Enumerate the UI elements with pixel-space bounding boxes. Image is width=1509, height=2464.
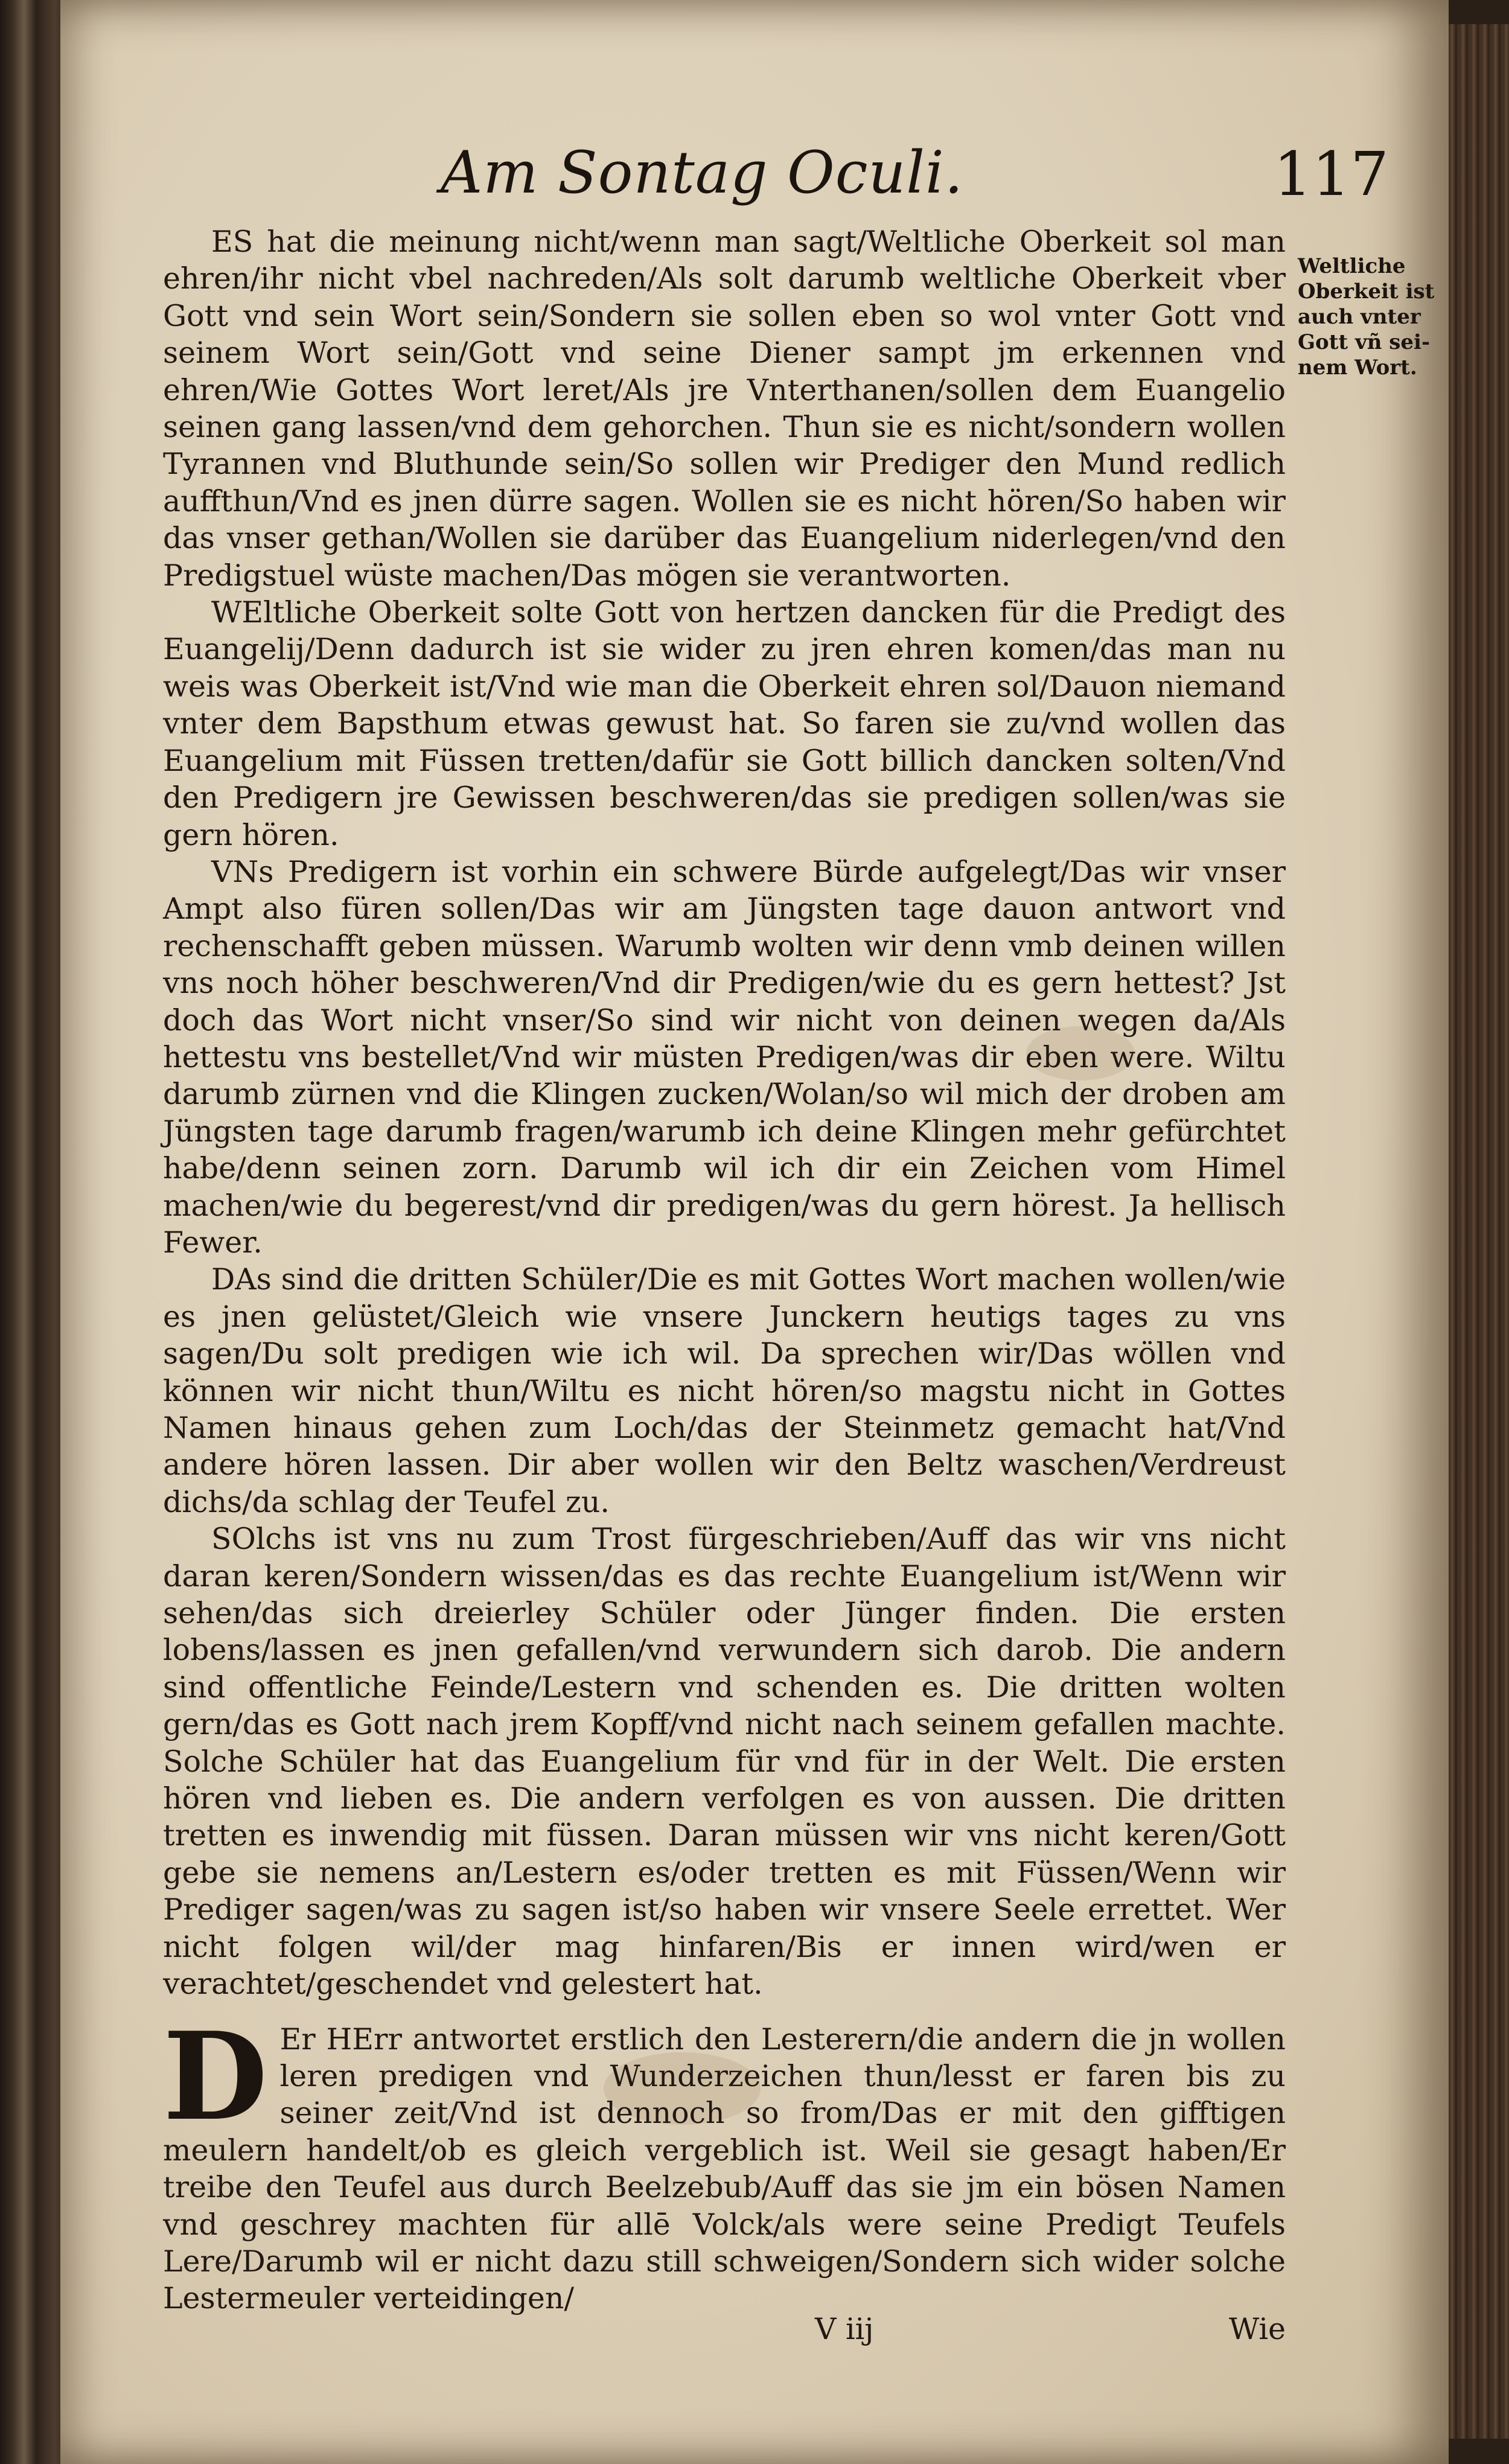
running-title: Am Sontag Oculi. <box>441 139 964 206</box>
final-paragraph <box>163 2005 1286 2317</box>
book-page <box>60 0 1449 2464</box>
paragraph: WEltliche Oberkeit solte Gott von hertzen dancken für die Predigt des Euangelij/Denn dadurch ist sie wider zu jren ehren komen/das man nu weis was Oberkeit ist/Vnd wie man die Oberkeit ehren sol/Dauon niemand vnter dem Bapsthum etwas gewust hat. So faren sie zu/vnd wollen das Euangelium mit Füssen tretten/dafür sie Gott billich dancken solten/Vnd den Predigern jre Gewissen beschweren/das sie predigen sollen/was sie gern hören. <box>163 595 1286 852</box>
drop-cap-initial: D <box>163 2005 268 2148</box>
catchword: Wie <box>1228 2312 1286 2346</box>
page-footer <box>163 2312 1286 2354</box>
signature-mark: V iij <box>815 2312 874 2346</box>
paragraph: DAs sind die dritten Schüler/Die es mit Gottes Wort machen wollen/wie es jnen gelüstet/Gleich wie vnsere Junckern heutigs tages zu vns sagen/Du solt predigen wie ich wil. Da sprechen wir/Das wöllen vnd können wir nicht thun/Wiltu es nicht hören/so magstu nicht in Gottes Namen hinaus gehen zum Loch/das der Steinmetz gemacht hat/Vnd andere hören lassen. Dir aber wollen wir den Beltz waschen/Verdreust dichs/da schlag der Teufel zu. <box>163 1262 1286 1519</box>
paragraph: SOlchs ist vns nu zum Trost fürgeschrieben/Auff das wir vns nicht daran keren/Sondern wissen/das es das rechte Euangelium ist/Wenn wir sehen/das sich dreierley Schüler oder Jünger finden. Die ersten lobens/lassen es jnen gefallen/vnd verwundern sich darob. Die andern sind offentliche Feinde/Lestern vnd schenden es. Die dritten wolten gern/das es Gott nach jrem Kopff/vnd nicht nach seinem gefallen machte. Solche Schüler hat das Euangelium für vnd für in der Welt. Die ersten hören vnd lieben es. Die andern verfolgen es von aussen. Die dritten tretten es inwendig mit füssen. Daran müssen wir vns nicht keren/Gott gebe sie nemens an/Lestern es/oder tretten es mit Füssen/Wenn wir Prediger sagen/was zu sagen ist/so haben wir vnsere Seele errettet. Wer nicht folgen wil/der mag hinfaren/Bis er innen wird/wen er verachtet/geschendet vnd gelestert hat. <box>163 1522 1286 2002</box>
marginal-note: Weltliche Oberkeit ist auch vnter Gott vñ sei- nem Wort. <box>1298 254 1435 380</box>
paragraph: VNs Predigern ist vorhin ein schwere Bürde aufgelegt/Das wir vnser Ampt also füren sollen/Das wir am Jüngsten tage dauon antwort vnd rechenschafft geben müssen. Warumb wolten wir denn vmb deinen willen vns noch höher beschweren/Vnd dir Predigen/wie du es gern hettest? Jst doch das Wort nicht vnser/So sind wir nicht von deinen wegen da/Als hettestu vns bestellet/Vnd wir müsten Predigen/was dir eben were. Wiltu darumb zürnen vnd die Klingen zucken/Wolan/so wil mich der droben am Jüngsten tage darumb fragen/warumb ich deine Klingen mehr gefürchtet habe/denn seinen zorn. Darumb wil ich dir ein Zeichen vom Himel machen/wie du begerest/vnd dir predigen/was du gern hörest. Ja hellisch Fewer. <box>163 854 1286 1260</box>
final-paragraph-text: Er HErr antwortet erstlich den Lesterern/die andern die jn wollen leren predigen vnd Wunderzeichen thun/lesst er faren bis zu seiner zeit/Vnd ist dennoch so from/Das er mit den gifftigen meulern handelt/ob es gleich vergeblich ist. Weil sie gesagt haben/Er treibe den Teufel aus durch Beelzebub/Auff das sie jm ein bösen Namen vnd geschrey machten für allē Volck/als were seine Predigt Teufels Lere/Darumb wil er nicht dazu still schweigen/Sondern sich wider solche Lestermeuler verteidingen/ <box>163 2022 1286 2316</box>
paragraph: ES hat die meinung nicht/wenn man sagt/Weltliche Oberkeit sol man ehren/ihr nicht vbel nachreden/Als solt darumb weltliche Oberkeit vber Gott vnd sein Wort sein/Sondern sie sollen eben so wol vnter Gott vnd seinem Wort sein/Gott vnd seine Diener sampt jm erkennen vnd ehren/Wie Gottes Wort leret/Als jre Vnterthanen/sollen dem Euangelio seinen gang lassen/vnd dem gehorchen. Thun sie es nicht/sondern wollen Tyrannen vnd Bluthunde sein/So sollen wir Prediger den Mund redlich auffthun/Vnd es jnen dürre sagen. Wollen sie es nicht hören/So haben wir das vnser gethan/Wollen sie darüber das Euangelium niderlegen/vnd den Predigstuel wüste machen/Das mögen sie verantworten. <box>163 225 1286 593</box>
page-number: 117 <box>1274 139 1389 209</box>
book-edge <box>1449 24 1509 2439</box>
page-header <box>60 139 1449 217</box>
body-text <box>163 223 1286 2317</box>
